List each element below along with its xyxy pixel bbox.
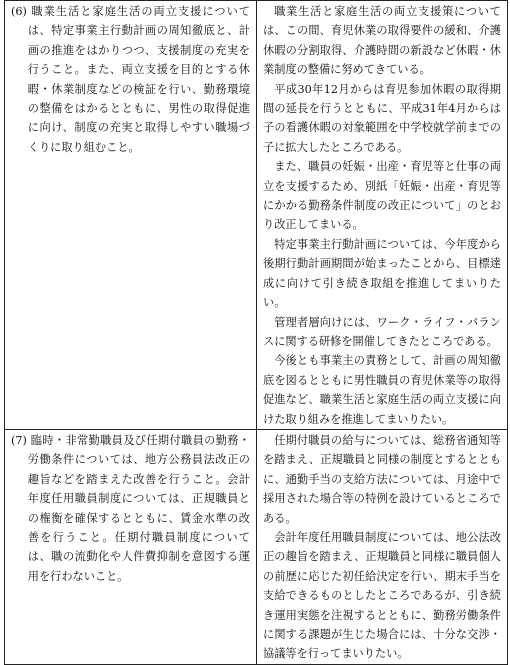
response-paragraph: 今後とも事業主の責務として、計画の周知徹底を図るとともに男性職員の育児休業等の取得促進など、職業生活と家庭生活の両立支援に向けた取り組みを推進してまいりたい。	[263, 354, 501, 426]
response-cell	[257, 429, 508, 664]
request-text: (6) 職業生活と家庭生活の両立支援については、特定事業主行動計画の周知徹底と、計画の推進をはかりつつ、支援制度の充実を行うこと。また、両立支援を目的とする休暇・休業制度などの検証を行い、勤務環境の整備をはかるとともに、男性の取得促進に向け、制度の充実と取得しやすい職場づくりに取り組むこと。	[11, 5, 250, 154]
content-table	[4, 0, 508, 665]
response-paragraph: 管理者層向けには、ワーク・ライフ・バランスに関する研修を開催してきたところである。	[263, 315, 501, 348]
response-cell	[257, 1, 508, 430]
response-paragraph: 会計年度任用職員制度については、地公法改正の趣旨を踏まえ、正規職員と同様に職員個人の前歴に応じた初任給決定を行い、期末手当を支給できるものとしたところであるが、引き続き運用実態を注視するとともに、勤務労働条件に関する課題が生じた場合には、十分な交渉・協議等を行ってまいりたい。	[263, 530, 501, 661]
request-cell	[5, 1, 257, 430]
response-paragraph: 任期付職員の給与については、総務省通知等を踏まえ、正規職員と同様の制度とするとともに、通勤手当の支給方法については、月途中で採用された場合等の特例を設けているところである。	[263, 433, 501, 525]
table-row	[5, 429, 508, 664]
response-paragraph: 特定事業主行動計画については、今年度から後期行動計画期間が始まったことから、目標達成に向けて引き続き取組を推進してまいりたい。	[263, 237, 501, 310]
response-paragraph: 職業生活と家庭生活の両立支援策については、この間、育児休業の取得要件の緩和、介護休暇の分割取得、介護時間の新設など休暇・休業制度の整備に努めてきている。	[263, 5, 501, 77]
request-text: (7) 臨時・非常勤職員及び任期付職員の勤務・労働条件については、地方公務員法改正の趣旨などを踏まえた改善を行うこと。会計年度任用職員制度については、正規職員との権衡を確保するとともに、賃金水準の改善を行うこと。任期付職員制度については、職の流動化や人件費抑制を意図する運用を行わないこと。	[11, 433, 250, 583]
response-paragraph: 平成30年12月からは育児参加休暇の取得期間の延長を行うとともに、平成31年4月からは子の看護休暇の対象範囲を中学校就学前までの子に拡大したところである。	[263, 82, 501, 154]
table-row	[5, 1, 508, 430]
response-paragraph: また、職員の妊娠・出産・育児等と仕事の両立を支援するため、別紙「妊娠・出産・育児等にかかる勤務条件制度の改正について」のとおり改正してまいる。	[263, 160, 501, 232]
request-cell	[5, 429, 257, 664]
